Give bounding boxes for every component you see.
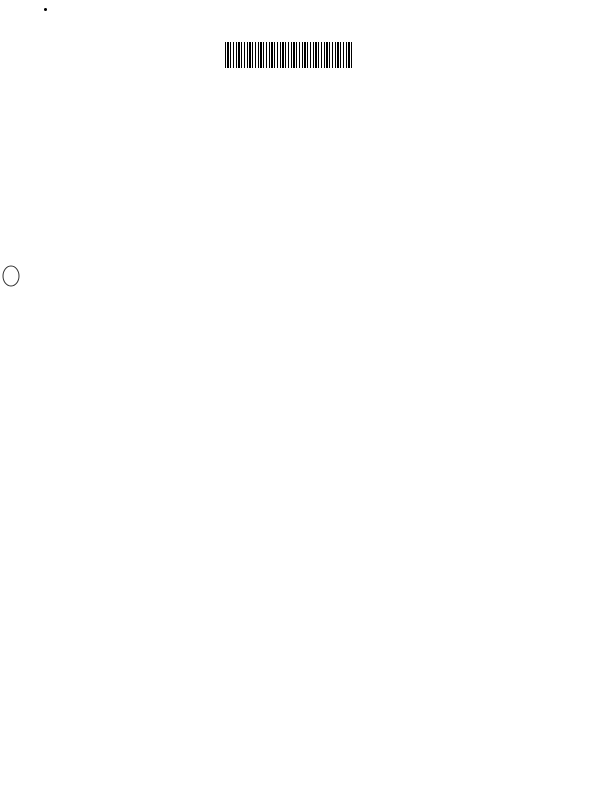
- barcode: [225, 42, 353, 68]
- circle-mark: [1, 264, 21, 288]
- mark-dot: [44, 8, 47, 11]
